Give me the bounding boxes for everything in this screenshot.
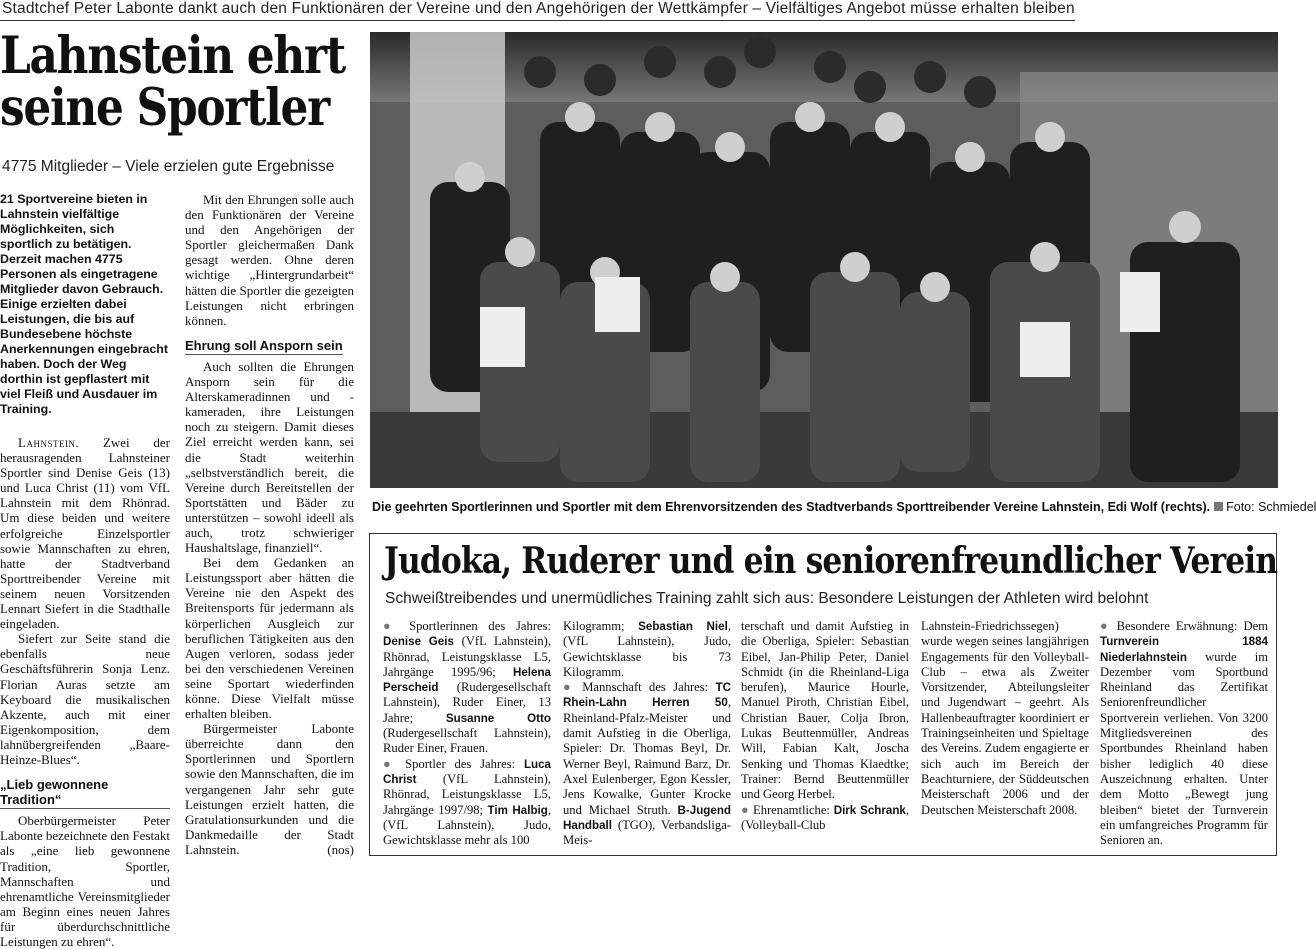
headline (0, 26, 361, 138)
paragraph: Bürgermeister Labonte überreichte dann den Sportlerinnen und Sportlern sowie den Mannschaften, die im vergangenen Jahr sehr gute Leistungen erzielt hatten, die Gratulationsurkunden und die Dankmedaille der Stadt Lahnstein. (nos) (185, 721, 354, 857)
article-column-2 (185, 192, 354, 857)
paragraph: Siefert zur Seite stand die ebenfalls neue Geschäftsführerin Sonja Lenz. Florian Auras setzte am Keyboard die musikalischen Akzente, auch mit einer Eigenkomposition, dem lahnübergreifenden „Baare-Heinze-Blues“. (0, 631, 170, 767)
info-box (369, 533, 1277, 856)
square-icon (1214, 502, 1223, 511)
box-subtitle: Schweißtreibendes und unermüdliches Training zahlt sich aus: Besondere Leistungen der Athleten wird belohnt (385, 590, 1149, 607)
author-tag: (nos) (327, 841, 354, 857)
intertitle: „Lieb gewonnene Tradition“ (0, 777, 170, 809)
paragraph: Bei dem Gedanken an Leistungssport aber hätten die Vereine nie den Aspekt des Breitensports für jedermann als körperlichen Ausgleich zur beruflichen Tätigkeiten aus den Augen verloren, sodass jeder bei den verschiedenen Vereinen seine Sportart wiederfinden könne. Diese Vielfalt müsse erhalten bleiben. (185, 555, 354, 722)
kicker-line: Stadtchef Peter Labonte dankt auch den Funktionären der Vereine und den Angehörigen der Wettkämpfer – Vielfältiges Angebot müsse erhalten bleiben (0, 0, 1075, 21)
bullet-icon: ● (383, 619, 399, 633)
paragraph: Auch sollten die Ehrungen Ansporn sein für die Alterskameradinnen und -kameraden, ihre Leistungen noch zu steigern. Damit dieses Ziel erreicht werden kann, sei die Stadt weiterhin „selbstverständlich bereit, die Vereine durch Bereitstellen der Sportstätten und Bäder zu unterstützen – sowohl ideell als auch, trotz schwieriger Haushaltslage, finanziell“. (185, 358, 354, 556)
box-column-5: ● Besondere Erwähnung: Dem Turnverein 1884 Niederlahnstein wurde im Dezember vom Sportbund Rheinland das Zertifikat Seniorenfreundlicher Sportverein verliehen. Von 3200 Mitgliedsvereinen des Sportbundes Rheinland haben bisher lediglich 40 diese Auszeichnung erhalten. Unter dem Motto „Bewegt jung bleiben“ bietet der Turnverein ein umfangreiches Programm für Senioren an. (1100, 619, 1268, 848)
bullet-icon: ● (741, 802, 750, 817)
box-column-2: Kilogramm; Sebastian Niel, (VfL Lahnstein), Judo, Gewichtsklasse bis 73 Kilogramm. ● Mannschaft des Jahres: TC Rhein-Lahn Herren 50, Rheinland-Pfalz-Meister und damit Aufstieg in die Oberliga, Spieler: Dr. Thomas Beyl, Dr. Werner Beyl, Raimund Barz, Dr. Axel Eulenberger, Egon Kessler, Jens Kowalke, Gunter Krocke und Michael Struth. B-Jugend Handball (TGO), Verbandsliga-Meis- (563, 619, 732, 848)
bullet-icon: ● (563, 680, 575, 695)
bullet-icon: ● (1100, 619, 1111, 633)
headline-line-1: Lahnstein ehrt (0, 26, 345, 86)
dateline: Lahnstein. (18, 435, 80, 450)
box-column-3: terschaft und damit Aufstieg in die Oberliga, Spieler: Sebastian Eibel, Jan-Philip Peter, Daniel Schmidt (in die Rheinland-Liga berufen), Maurice Hourle, Manuel Piroth, Christian Eibel, Christian Bauer, Colja Ibron, Lukas Beuttenmüller, Andreas Will, Fabian Kalt, Joscha Senking und Thomas Klaedtke; Trainer: Bernd Beuttenmüller und Georg Herbel. ● Ehrenamtliche: Dirk Schrank, (Volleyball-Club (741, 619, 910, 832)
article-column-1 (0, 192, 170, 949)
lead-paragraph: 21 Sportvereine bieten in Lahnstein vielfältige Möglichkeiten, sich sportlich zu betätigen. Derzeit machen 4775 Personen als eingetragene Mitglieder davon Gebrauch. Einige erzielten dabei Leistungen, die bis auf Bundesebene höchste Anerkennungen eingebracht haben. Doch der Weg dorthin ist gepflastert mit viel Fleiß und Ausdauer im Training. (0, 192, 168, 416)
bullet-icon: ● (383, 756, 397, 771)
intertitle: Ehrung soll Ansporn sein (185, 338, 343, 355)
box-title: Judoka, Ruderer und ein seniorenfreundlicher Verein (384, 540, 1278, 582)
box-column-1: ● Sportlerinnen des Jahres: Denise Geis (VfL Lahnstein), Rhönrad, Leistungsklasse L5, Jahrgänge 1995/96; Helena Perscheid (Rudergesellschaft Lahnstein), Ruder Einer, 13 Jahre; Susanne Otto (Rudergesellschaft Lahnstein), Ruder Einer, Frauen. ● Sportler des Jahres: Luca Christ (VfL Lahnstein), Rhönrad, Leistungsklasse L5, Jahrgänge 1997/98; Tim Halbig, (VfL Lahnstein), Judo, Gewichtsklasse mehr als 100 (383, 619, 551, 848)
paragraph: Lahnstein. Zwei der herausragenden Lahnsteiner Sportler sind Denise Geis (13) und Luca Christ (11) vom VfL Lahnstein mit dem Rhönrad. Um diese beiden und weitere erfolgreiche Einzelsportler sowie Mannschaften zu ehren, hatte der Stadtverband Sporttreibender Vereine mit seinem neuen Vorsitzenden Lennart Siefert in die Stadthalle eingeladen. (0, 435, 170, 632)
box-column-4: Lahnstein-Friedrichssegen) wurde wegen seines langjährigen Engagements für den Volleyball-Club – etwa als Zweiter Vorsitzender, Abteilungsleiter und Jugendwart – geehrt. Als Hallenbeauftragter koordiniert er Trainingseinheiten und Spieltage des Vereins. Zudem engagierte er sich auch im Bereich der Beachturniere, der Süddeutschen Meisterschaft 2006 und der Deutschen Meisterschaft 2008. (921, 619, 1089, 817)
group-photo-illustration (370, 32, 1278, 488)
headline-line-2: seine Sportler (0, 78, 329, 138)
photo-credit: Foto: Schmiedel (1226, 500, 1316, 514)
group-photo (370, 32, 1278, 488)
photo-caption: Die geehrten Sportlerinnen und Sportler mit dem Ehrenvorsitzenden des Stadtverbands Sporttreibender Vereine Lahnstein, Edi Wolf (rechts). Foto: Schmiedel (372, 500, 1316, 514)
paragraph: Mit den Ehrungen solle auch den Funktionären der Vereine und den Angehörigen der Sportler gleichermaßen Dank gesagt werden. Ohne deren wichtige „Hintergrundarbeit“ hätten die Sportler die gezeigten Leistungen nicht erbringen können. (185, 192, 354, 328)
paragraph: Oberbürgermeister Peter Labonte bezeichnete den Festakt als „eine lieb gewonnene Tradition, Sportler, Mannschaften und ehrenamtliche Vereinsmitglieder am Beginn eines neuen Jahres für überdurchschnittliche Leistungen zu ehren“. (0, 813, 171, 949)
subheadline: 4775 Mitglieder – Viele erzielen gute Ergebnisse (2, 158, 335, 175)
